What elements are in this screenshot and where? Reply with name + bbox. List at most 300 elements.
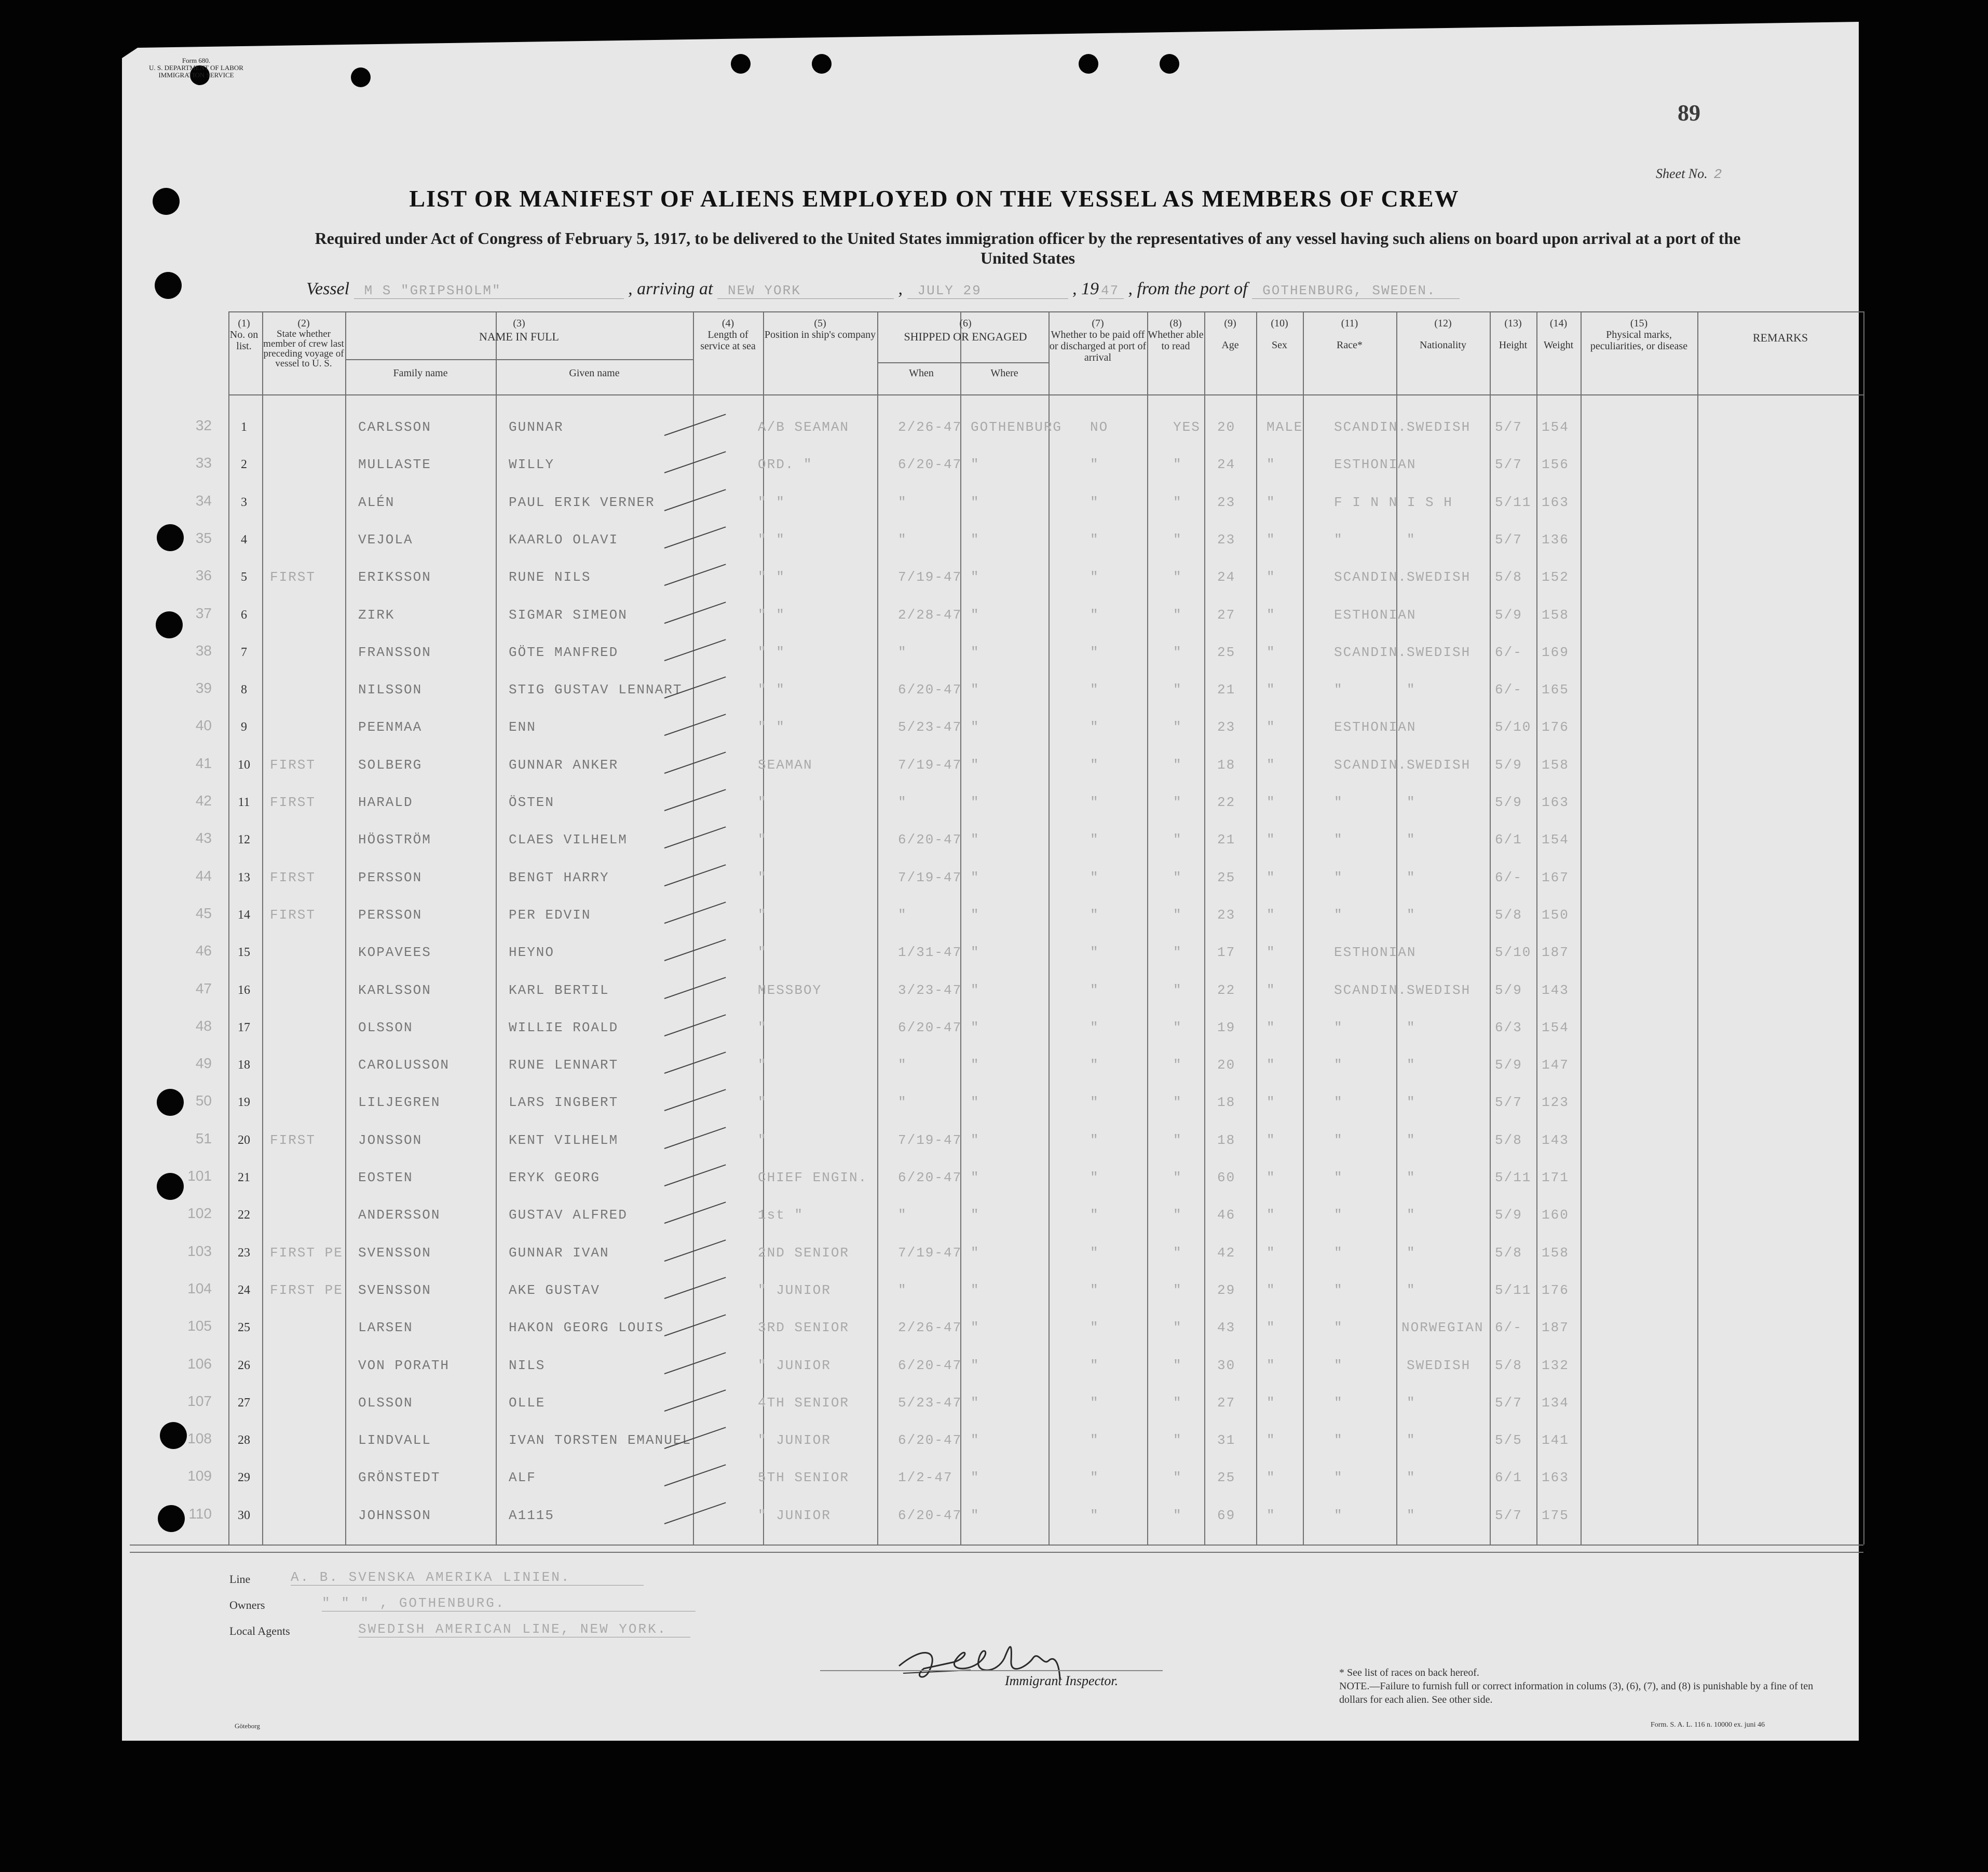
position-cell: " ": [758, 532, 785, 548]
family-name-cell: VEJOLA: [358, 532, 413, 548]
nationality-cell: SWEDISH: [1407, 1358, 1471, 1373]
list-number-cell: 29: [238, 1471, 250, 1484]
shipped-when-cell: 6/20-47: [898, 1508, 962, 1523]
race-cell: ": [1334, 1245, 1343, 1261]
shipped-where-cell: ": [971, 832, 980, 848]
nationality-cell: ": [1407, 870, 1416, 885]
position-cell: " ": [758, 495, 785, 510]
weight-cell: 187: [1542, 945, 1569, 960]
race-cell: ": [1334, 1020, 1343, 1035]
position-cell: ": [758, 1020, 767, 1035]
column-label: Weight: [1543, 339, 1574, 351]
column-rule: [1256, 311, 1257, 1545]
column-subheader: Family name: [393, 367, 448, 379]
punch-hole: [156, 611, 183, 638]
arriving-value: NEW YORK: [717, 283, 894, 299]
column-label: Position in ship's company: [764, 329, 876, 340]
owners-label: Owners: [229, 1598, 265, 1611]
position-cell: ": [758, 945, 767, 960]
nationality-cell: ": [1407, 1132, 1416, 1148]
nationality-cell: SWEDISH: [1407, 757, 1471, 773]
position-cell: ": [758, 870, 767, 885]
able-to-read-cell: ": [1173, 1170, 1182, 1185]
weight-cell: 163: [1542, 795, 1569, 810]
able-to-read-cell: ": [1173, 1207, 1182, 1223]
shipped-where-cell: ": [971, 495, 980, 510]
family-name-cell: KARLSSON: [358, 982, 431, 998]
column-rule: [1049, 311, 1050, 1545]
column-rule: [1863, 311, 1864, 1545]
list-number-cell: 9: [241, 720, 247, 734]
paid-off-cell: ": [1090, 1020, 1099, 1035]
given-name-cell: PER EDVIN: [509, 907, 591, 923]
list-number-cell: 3: [241, 496, 247, 509]
shipped-when-cell: 6/20-47: [898, 832, 962, 848]
age-cell: 43: [1217, 1320, 1236, 1335]
column-number: (1): [238, 318, 250, 329]
weight-cell: 167: [1542, 870, 1569, 885]
column-rule: [1490, 311, 1491, 1545]
outer-line-number: 47: [195, 980, 212, 996]
outer-line-number: 38: [195, 643, 212, 659]
list-number-cell: 12: [238, 833, 250, 846]
printer-mark: Göteborg: [235, 1722, 260, 1730]
weight-cell: 187: [1542, 1320, 1569, 1335]
list-number-cell: 11: [238, 796, 250, 809]
form-code: Form. S. A. L. 116 n. 10000 ex. juni 46: [1651, 1721, 1765, 1729]
family-name-cell: CAROLUSSON: [358, 1057, 450, 1073]
family-name-cell: OLSSON: [358, 1395, 413, 1411]
shipped-where-cell: ": [971, 1207, 980, 1223]
height-cell: 5/9: [1495, 982, 1522, 998]
column-header: [1303, 318, 1396, 351]
given-name-cell: IVAN TORSTEN EMANUEL: [509, 1432, 692, 1448]
page-number: 89: [1678, 100, 1700, 126]
shipped-when-cell: 7/19-47: [898, 757, 962, 773]
shipped-when-cell: 2/28-47: [898, 607, 962, 623]
shipped-where-cell: ": [971, 945, 980, 960]
weight-cell: 160: [1542, 1207, 1569, 1223]
paid-off-cell: ": [1090, 1508, 1099, 1523]
shipped-where-cell: ": [971, 982, 980, 998]
outer-line-number: 51: [195, 1130, 212, 1146]
column-label: State whether member of crew last preceding voyage of vessel to U. S.: [263, 329, 344, 369]
list-number-cell: 14: [238, 908, 250, 922]
nationality-cell: NORWEGIAN: [1401, 1320, 1484, 1335]
family-name-cell: PEENMAA: [358, 719, 423, 735]
sex-cell: ": [1267, 569, 1276, 585]
shipped-where-cell: ": [971, 907, 980, 923]
nationality-cell: ": [1407, 682, 1416, 698]
age-cell: 29: [1217, 1282, 1236, 1298]
race-cell: ": [1334, 1508, 1343, 1523]
sex-cell: ": [1267, 1020, 1276, 1035]
list-number-cell: 13: [238, 871, 250, 884]
paid-off-cell: ": [1090, 1207, 1099, 1223]
race-cell: ": [1334, 832, 1343, 848]
shipped-when-cell: 1/2-47: [898, 1470, 953, 1485]
family-name-cell: ALÉN: [358, 495, 395, 510]
column-label: No. on list.: [229, 329, 258, 352]
list-number-cell: 28: [238, 1433, 250, 1447]
column-subheader: Where: [990, 367, 1018, 379]
shipped-where-cell: ": [971, 719, 980, 735]
column-label: Race*: [1337, 339, 1363, 351]
column-header: [345, 318, 693, 343]
weight-cell: 158: [1542, 1245, 1569, 1261]
column-header: [1147, 318, 1204, 352]
previous-voyage-cell: FIRST PE: [270, 1282, 343, 1298]
weight-cell: 176: [1542, 719, 1569, 735]
height-cell: 6/-: [1495, 645, 1522, 660]
position-cell: ": [758, 907, 767, 923]
previous-voyage-cell: FIRST: [270, 870, 316, 885]
given-name-cell: STIG GUSTAV LENNART: [509, 682, 683, 698]
able-to-read-cell: ": [1173, 795, 1182, 810]
age-cell: 25: [1217, 645, 1236, 660]
able-to-read-cell: ": [1173, 1020, 1182, 1035]
nationality-cell: ": [1407, 1470, 1416, 1485]
given-name-cell: NILS: [509, 1358, 546, 1373]
outer-line-number: 105: [187, 1318, 212, 1334]
age-cell: 17: [1217, 945, 1236, 960]
previous-voyage-cell: FIRST: [270, 569, 316, 585]
given-name-cell: ENN: [509, 719, 536, 735]
paid-off-cell: ": [1090, 945, 1099, 960]
vessel-label: Vessel: [306, 279, 350, 298]
list-number-cell: 24: [238, 1283, 250, 1297]
race-cell: ": [1334, 1358, 1343, 1373]
outer-line-number: 108: [187, 1430, 212, 1446]
weight-cell: 154: [1542, 419, 1569, 435]
list-number-cell: 17: [238, 1021, 250, 1034]
line-label: Line: [229, 1573, 251, 1586]
shipped-where-cell: ": [971, 1057, 980, 1073]
sheet-label: Sheet No.: [1656, 166, 1708, 181]
given-name-cell: ÖSTEN: [509, 795, 555, 810]
given-name-cell: HEYNO: [509, 945, 555, 960]
able-to-read-cell: ": [1173, 1132, 1182, 1148]
outer-line-number: 44: [195, 868, 212, 884]
weight-cell: 152: [1542, 569, 1569, 585]
shipped-where-cell: ": [971, 607, 980, 623]
family-name-cell: KOPAVEES: [358, 945, 431, 960]
position-cell: 1st ": [758, 1207, 804, 1223]
sex-cell: ": [1267, 982, 1276, 998]
paid-off-cell: NO: [1090, 419, 1109, 435]
previous-voyage-cell: FIRST: [270, 907, 316, 923]
weight-cell: 136: [1542, 532, 1569, 548]
column-header: [228, 318, 260, 352]
shipped-where-cell: ": [971, 682, 980, 698]
age-cell: 25: [1217, 870, 1236, 885]
height-cell: 6/1: [1495, 1470, 1522, 1485]
height-cell: 5/11: [1495, 1282, 1532, 1298]
position-cell: " ": [758, 607, 785, 623]
age-cell: 24: [1217, 569, 1236, 585]
nationality-cell: ": [1407, 1207, 1416, 1223]
outer-line-number: 102: [187, 1205, 212, 1221]
column-label: SHIPPED OR ENGAGED: [904, 330, 1027, 343]
sheet-value: 2: [1713, 167, 1722, 182]
nationality-cell: SWEDISH: [1407, 982, 1471, 998]
row-rule: [877, 362, 1049, 363]
column-number: (3): [513, 318, 525, 329]
shipped-where-cell: ": [971, 1132, 980, 1148]
shipped-where-cell: ": [971, 569, 980, 585]
shipped-where-cell: ": [971, 1320, 980, 1335]
shipped-where-cell: ": [971, 645, 980, 660]
outer-line-number: 110: [188, 1506, 212, 1522]
service-name: IMMIGRATION SERVICE: [158, 71, 234, 79]
sex-cell: ": [1267, 1207, 1276, 1223]
given-name-cell: GUSTAV ALFRED: [509, 1207, 628, 1223]
punch-hole: [731, 54, 751, 74]
race-cell: ": [1334, 795, 1343, 810]
given-name-cell: ERYK GEORG: [509, 1170, 601, 1185]
paid-off-cell: ": [1090, 719, 1099, 735]
given-name-cell: OLLE: [509, 1395, 546, 1411]
row-rule: [130, 1552, 1863, 1553]
nationality-cell: SWEDISH: [1407, 419, 1471, 435]
column-header: [693, 318, 763, 352]
given-name-cell: RUNE NILS: [509, 569, 591, 585]
sex-cell: ": [1267, 832, 1276, 848]
given-name-cell: GÖTE MANFRED: [509, 645, 619, 660]
shipped-where-cell: ": [971, 1395, 980, 1411]
paid-off-cell: ": [1090, 1395, 1099, 1411]
column-number: (5): [814, 318, 826, 329]
race-cell: ": [1334, 1057, 1343, 1073]
list-number-cell: 30: [238, 1509, 250, 1522]
able-to-read-cell: ": [1173, 1395, 1182, 1411]
sex-cell: ": [1267, 795, 1276, 810]
family-name-cell: EOSTEN: [358, 1170, 413, 1185]
paid-off-cell: ": [1090, 1432, 1099, 1448]
height-cell: 5/9: [1495, 795, 1522, 810]
agents-label: Local Agents: [229, 1624, 290, 1637]
column-label: Physical marks, peculiarities, or disease: [1590, 329, 1688, 352]
list-number-cell: 15: [238, 946, 250, 959]
shipped-when-cell: 7/19-47: [898, 569, 962, 585]
shipped-when-cell: ": [898, 1095, 907, 1110]
age-cell: 23: [1217, 907, 1236, 923]
column-header: [1396, 318, 1490, 351]
weight-cell: 156: [1542, 457, 1569, 472]
outer-line-number: 42: [195, 792, 212, 809]
race-cell: ": [1334, 532, 1343, 548]
age-cell: 27: [1217, 1395, 1236, 1411]
age-cell: 23: [1217, 495, 1236, 510]
able-to-read-cell: ": [1173, 832, 1182, 848]
sex-cell: ": [1267, 1170, 1276, 1185]
paid-off-cell: ": [1090, 795, 1099, 810]
position-cell: 2ND SENIOR: [758, 1245, 850, 1261]
age-cell: 22: [1217, 795, 1236, 810]
column-rule: [1147, 311, 1148, 1545]
list-number-cell: 21: [238, 1171, 250, 1184]
position-cell: " JUNIOR: [758, 1282, 831, 1298]
list-number-cell: 26: [238, 1359, 250, 1372]
sex-cell: ": [1267, 457, 1276, 472]
position-cell: MESSBOY: [758, 982, 822, 998]
race-cell: ESTHONIAN: [1334, 457, 1417, 472]
shipped-where-cell: ": [971, 1282, 980, 1298]
age-cell: 22: [1217, 982, 1236, 998]
nationality-cell: ": [1407, 907, 1416, 923]
able-to-read-cell: ": [1173, 607, 1182, 623]
race-cell: ESTHONIAN: [1334, 607, 1417, 623]
nationality-cell: ": [1407, 1282, 1416, 1298]
race-cell: SCANDIN.: [1334, 419, 1407, 435]
list-number-cell: 22: [238, 1208, 250, 1222]
column-header: [1490, 318, 1536, 351]
given-name-cell: BENGT HARRY: [509, 870, 609, 885]
paid-off-cell: ": [1090, 1095, 1099, 1110]
column-number: (2): [297, 318, 310, 329]
able-to-read-cell: ": [1173, 457, 1182, 472]
race-cell: ": [1334, 1282, 1343, 1298]
shipped-when-cell: 6/20-47: [898, 1020, 962, 1035]
outer-line-number: 109: [187, 1468, 212, 1484]
punch-hole: [157, 524, 184, 551]
race-cell: ": [1334, 1320, 1343, 1335]
nationality-cell: ": [1407, 1395, 1416, 1411]
sex-cell: MALE: [1267, 419, 1303, 435]
punch-hole: [812, 54, 832, 74]
outer-line-number: 34: [195, 493, 212, 509]
paid-off-cell: ": [1090, 907, 1099, 923]
sex-cell: ": [1267, 1095, 1276, 1110]
family-name-cell: SVENSSON: [358, 1282, 431, 1298]
shipped-when-cell: 6/20-47: [898, 1170, 962, 1185]
paid-off-cell: ": [1090, 682, 1099, 698]
given-name-cell: SIGMAR SIMEON: [509, 607, 628, 623]
family-name-cell: LINDVALL: [358, 1432, 431, 1448]
family-name-cell: LILJEGREN: [358, 1095, 441, 1110]
position-cell: ORD. ": [758, 457, 813, 472]
punch-hole: [157, 1173, 184, 1200]
weight-cell: 154: [1542, 1020, 1569, 1035]
shipped-where-cell: ": [971, 795, 980, 810]
height-cell: 5/11: [1495, 495, 1532, 510]
nationality-cell: ": [1407, 1245, 1416, 1261]
shipped-when-cell: 5/23-47: [898, 1395, 962, 1411]
position-cell: 3RD SENIOR: [758, 1320, 850, 1335]
outer-line-number: 45: [195, 905, 212, 921]
races-note: * See list of races on back hereof.: [1339, 1667, 1479, 1678]
position-cell: A/B SEAMAN: [758, 419, 850, 435]
from-label: , from the port of: [1128, 279, 1248, 298]
list-number-cell: 6: [241, 608, 247, 622]
shipped-when-cell: ": [898, 1057, 907, 1073]
shipped-when-cell: ": [898, 495, 907, 510]
able-to-read-cell: ": [1173, 719, 1182, 735]
shipped-when-cell: 1/31-47: [898, 945, 962, 960]
shipped-where-cell: GOTHENBURG: [971, 419, 1063, 435]
family-name-cell: MULLASTE: [358, 457, 431, 472]
race-cell: ESTHONIAN: [1334, 719, 1417, 735]
race-cell: ESTHONIAN: [1334, 945, 1417, 960]
weight-cell: 143: [1542, 982, 1569, 998]
year-value: 47: [1099, 283, 1124, 299]
height-cell: 5/7: [1495, 1095, 1522, 1110]
sex-cell: ": [1267, 945, 1276, 960]
age-cell: 23: [1217, 532, 1236, 548]
sex-cell: ": [1267, 1057, 1276, 1073]
able-to-read-cell: ": [1173, 870, 1182, 885]
age-cell: 60: [1217, 1170, 1236, 1185]
height-cell: 5/10: [1495, 945, 1532, 960]
nationality-cell: ": [1407, 1020, 1416, 1035]
able-to-read-cell: ": [1173, 1508, 1182, 1523]
list-number-cell: 19: [238, 1096, 250, 1109]
column-number: (15): [1630, 318, 1648, 329]
race-cell: ": [1334, 1095, 1343, 1110]
given-name-cell: PAUL ERIK VERNER: [509, 495, 655, 510]
sex-cell: ": [1267, 532, 1276, 548]
position-cell: " JUNIOR: [758, 1508, 831, 1523]
previous-voyage-cell: FIRST: [270, 757, 316, 773]
able-to-read-cell: ": [1173, 1095, 1182, 1110]
able-to-read-cell: ": [1173, 495, 1182, 510]
nationality-cell: SWEDISH: [1407, 569, 1471, 585]
shipped-when-cell: 6/20-47: [898, 682, 962, 698]
weight-cell: 147: [1542, 1057, 1569, 1073]
position-cell: ": [758, 1095, 767, 1110]
race-cell: F I N N I S H: [1334, 495, 1453, 510]
column-header: [262, 318, 345, 368]
nationality-cell: ": [1407, 795, 1416, 810]
shipped-when-cell: ": [898, 1282, 907, 1298]
family-name-cell: JONSSON: [358, 1132, 423, 1148]
race-cell: ": [1334, 1132, 1343, 1148]
column-number: (12): [1434, 318, 1452, 329]
shipped-where-cell: ": [971, 1508, 980, 1523]
column-header: [1204, 318, 1256, 351]
weight-cell: 150: [1542, 907, 1569, 923]
position-cell: 5TH SENIOR: [758, 1470, 850, 1485]
date-value: JULY 29: [907, 283, 1068, 299]
shipped-when-cell: 6/20-47: [898, 1432, 962, 1448]
race-cell: ": [1334, 1395, 1343, 1411]
outer-line-number: 37: [195, 605, 212, 621]
position-cell: ": [758, 795, 767, 810]
height-cell: 5/7: [1495, 457, 1522, 472]
shipped-when-cell: 7/19-47: [898, 1132, 962, 1148]
position-cell: ": [758, 1057, 767, 1073]
position-cell: " ": [758, 682, 785, 698]
list-number-cell: 10: [238, 758, 250, 772]
sex-cell: ": [1267, 1395, 1276, 1411]
age-cell: 21: [1217, 832, 1236, 848]
year-label: , 19: [1072, 279, 1099, 298]
paid-off-cell: ": [1090, 1358, 1099, 1373]
shipped-where-cell: ": [971, 1170, 980, 1185]
weight-cell: 143: [1542, 1132, 1569, 1148]
family-name-cell: NILSSON: [358, 682, 423, 698]
shipped-when-cell: 2/26-47: [898, 419, 962, 435]
age-cell: 18: [1217, 757, 1236, 773]
height-cell: 5/10: [1495, 719, 1532, 735]
able-to-read-cell: ": [1173, 1470, 1182, 1485]
age-cell: 23: [1217, 719, 1236, 735]
height-cell: 5/7: [1495, 532, 1522, 548]
list-number-cell: 25: [238, 1321, 250, 1334]
paid-off-cell: ": [1090, 457, 1099, 472]
outer-line-number: 49: [195, 1055, 212, 1071]
column-header: [1049, 318, 1147, 363]
